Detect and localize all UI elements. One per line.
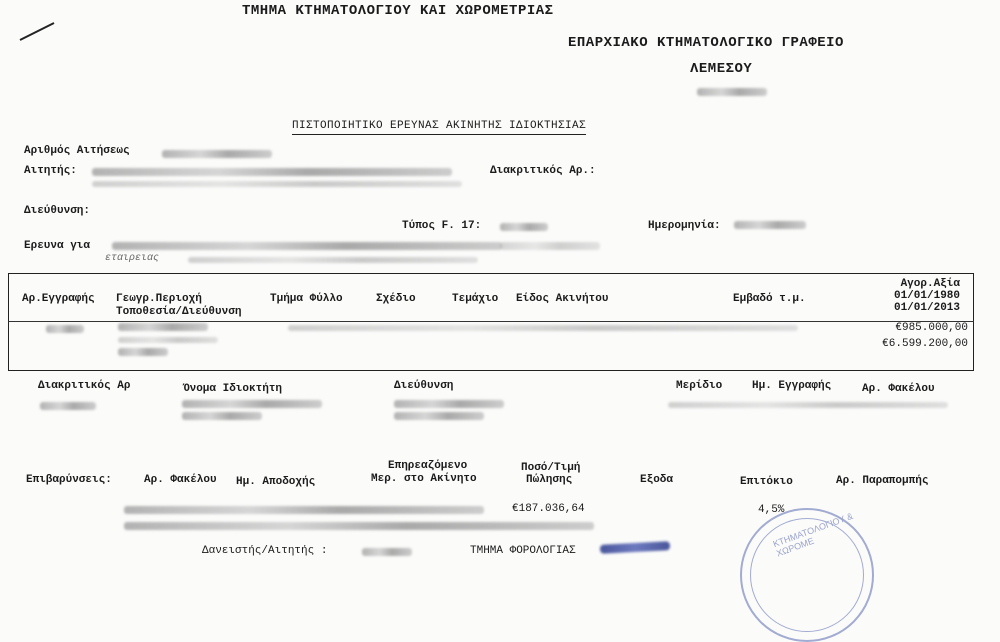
district-title: ΛΕΜΕΣΟΥ [690, 61, 753, 77]
header-date-1980: 01/01/1980 [893, 290, 960, 302]
lender-label: Δανειστής/Αιτητής : [202, 545, 328, 557]
redacted-row-details [288, 325, 798, 331]
header-reg-no: Αρ.Εγγραφής [22, 293, 95, 305]
header-area: Εμβαδό τ.μ. [733, 293, 806, 305]
redacted-date [734, 221, 806, 229]
search-for-label: Ερευνα για [24, 240, 91, 252]
encumbrance-amount: €187.036,64 [512, 503, 585, 515]
redacted-location-2 [118, 348, 168, 356]
department-title: ΤΜΗΜΑ ΚΤΗΜΑΤΟΛΟΓΙΟΥ ΚΑΙ ΧΩΡΟΜΕΤΡΙΑΣ [242, 3, 554, 19]
property-table [8, 273, 974, 371]
application-no-label: Αριθμός Αιτήσεως [24, 145, 130, 157]
lender-value: ΤΜΗΜΑ ΦΟΡΟΛΟΓΙΑΣ [470, 545, 576, 557]
redacted-location-1 [118, 337, 218, 343]
applicant-label: Αιτητής: [24, 165, 77, 177]
certificate-title: ΠΙΣΤΟΠΟΙΗΤΙΚΟ ΕΡΕΥΝΑΣ ΑΚΙΝΗΤΗΣ ΙΔΙΟΚΤΗΣΙΑΣ [292, 120, 586, 135]
enc-header-amount-2: Πώλησης [526, 474, 573, 486]
table-header-divider [8, 321, 974, 322]
redacted-encumbrance-row [124, 506, 484, 514]
value-2013: €6.599.200,00 [882, 338, 968, 350]
redacted-owner-address-2 [394, 412, 484, 420]
stamp-text: ΚΤΗΜΑΤΟΛΟΓΙΟΥ & ΧΩΡΟΜΕ [771, 510, 855, 559]
redacted-owner-name [182, 400, 322, 408]
office-title: ΕΠΑΡΧΙΑΚΟ ΚΤΗΜΑΤΟΛΟΓΙΚΟ ΓΡΑΦΕΙΟ [568, 35, 844, 51]
owner-header-distinctive-no: Διακριτικός Αρ [38, 380, 131, 392]
header-location: Τοποθεσία/Διεύθυνση [116, 306, 242, 318]
encumbrance-interest: 4,5% [758, 504, 785, 516]
search-for-fragment: εταιρειας [105, 253, 160, 264]
header-section-sheet: Τμήμα Φύλλο [270, 293, 343, 305]
owner-header-name: Όνομα Ιδιοκτήτη [183, 383, 283, 395]
enc-header-reference: Αρ. Παραπομπής [836, 475, 929, 487]
type-f17-label: Τύπος F. 17: [402, 220, 482, 232]
redacted-owner-share-row [668, 402, 948, 408]
enc-header-affected-1: Επηρεαζόμενο [388, 460, 468, 472]
enc-header-file-no: Αρ. Φακέλου [144, 474, 217, 486]
value-1980: €985.000,00 [895, 322, 968, 334]
redacted-search-line1b [500, 242, 600, 250]
redacted-type [500, 223, 548, 231]
owner-header-address: Διεύθυνση [394, 380, 454, 392]
enc-header-affected-2: Μερ. στο Ακίνητο [371, 473, 477, 485]
header-parcel: Τεμάχιο [452, 293, 499, 305]
redacted-encumbrance-row-2 [124, 522, 594, 530]
header-date-2013: 01/01/2013 [893, 302, 960, 314]
owner-header-share: Μερίδιο [676, 380, 723, 392]
owner-header-reg-date: Ημ. Εγγραφής [752, 380, 832, 392]
header-market-value: Αγορ.Αξία [900, 278, 960, 290]
date-label: Ημερομηνία: [648, 220, 721, 232]
redacted-geo-area [118, 323, 208, 331]
address-label: Διεύθυνση: [24, 205, 91, 217]
redacted-search-line2 [188, 257, 478, 263]
redacted-owner-name-2 [182, 412, 262, 420]
enc-header-accept-date: Ημ. Αποδοχής [236, 476, 316, 488]
redacted-reg-no [46, 325, 84, 333]
redacted-applicant-line2 [92, 181, 462, 187]
official-stamp [740, 508, 874, 642]
redacted-owner-address [394, 400, 504, 408]
header-property-type: Είδος Ακινήτου [516, 293, 609, 305]
redacted-reference [697, 88, 767, 96]
redacted-search-line1 [112, 242, 502, 250]
encumbrances-label: Επιβαρύνσεις: [26, 474, 112, 486]
pen-mark [18, 20, 58, 44]
distinctive-no-label: Διακριτικός Αρ.: [490, 165, 596, 177]
redacted-lender [362, 548, 412, 556]
enc-header-costs: Εξοδα [640, 474, 674, 486]
header-geo-area: Γεωγρ.Περιοχή [116, 293, 202, 305]
enc-header-amount-1: Ποσό/Τιμή [521, 462, 581, 474]
owner-header-file-no: Αρ. Φακέλου [862, 383, 935, 395]
signature-mark [600, 541, 670, 554]
enc-header-interest: Επιτόκιο [740, 476, 793, 488]
redacted-applicant-line1 [92, 168, 452, 176]
redacted-owner-distinctive [40, 402, 96, 410]
redacted-application-no [162, 150, 272, 158]
header-plan: Σχέδιο [376, 293, 416, 305]
